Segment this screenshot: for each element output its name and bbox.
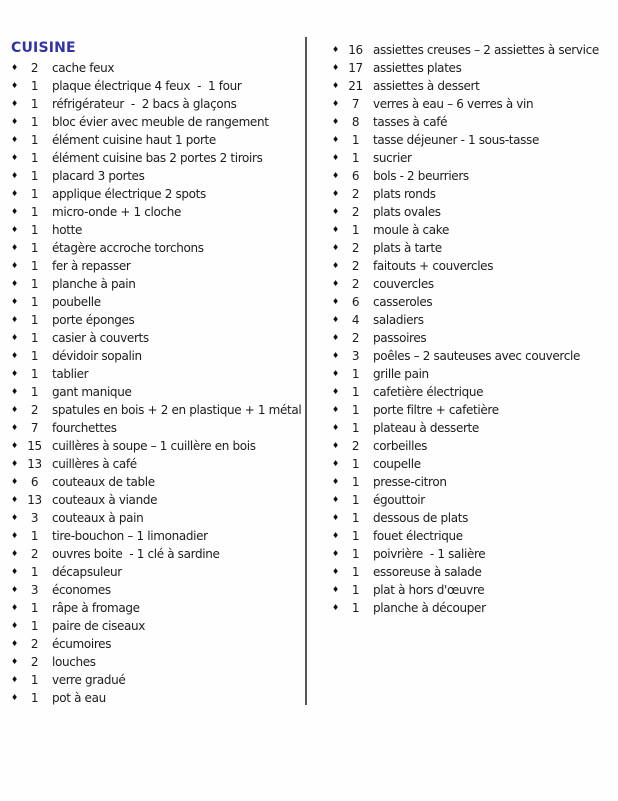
list-item xyxy=(332,365,616,383)
item-label: tasse déjeuner - 1 sous-tasse xyxy=(373,133,539,147)
item-label: coupelle xyxy=(373,457,421,471)
item-quantity: 2 xyxy=(351,259,360,273)
item-label: porte filtre + cafetière xyxy=(373,403,499,417)
list-item xyxy=(11,239,303,257)
list-item xyxy=(332,77,616,95)
bullet-icon: ♦ xyxy=(332,297,339,306)
bullet-icon: ♦ xyxy=(332,99,339,108)
bullet-icon: ♦ xyxy=(11,387,18,396)
list-item xyxy=(332,131,616,149)
item-quantity: 1 xyxy=(30,97,39,111)
bullet-icon: ♦ xyxy=(332,189,339,198)
item-label: sucrier xyxy=(373,151,412,165)
item-quantity: 1 xyxy=(30,385,39,399)
bullet-icon: ♦ xyxy=(332,117,339,126)
list-item xyxy=(332,275,616,293)
item-label: poubelle xyxy=(52,295,101,309)
bullet-icon: ♦ xyxy=(332,153,339,162)
item-quantity: 2 xyxy=(351,277,360,291)
list-item xyxy=(11,509,303,527)
item-quantity: 1 xyxy=(351,385,360,399)
list-item xyxy=(332,239,616,257)
list-item xyxy=(332,455,616,473)
list-item xyxy=(332,113,616,131)
item-quantity: 1 xyxy=(351,475,360,489)
item-label: faitouts + couvercles xyxy=(373,259,494,273)
list-item xyxy=(332,383,616,401)
item-quantity: 2 xyxy=(30,637,39,651)
item-label: assiettes à dessert xyxy=(373,79,480,93)
page-title: CUISINE xyxy=(11,40,76,56)
item-quantity: 1 xyxy=(351,151,360,165)
inventory-list-left xyxy=(11,59,303,707)
bullet-icon: ♦ xyxy=(11,189,18,198)
bullet-icon: ♦ xyxy=(332,63,339,72)
bullet-icon: ♦ xyxy=(332,405,339,414)
item-label: passoires xyxy=(373,331,427,345)
bullet-icon: ♦ xyxy=(332,423,339,432)
item-label: égouttoir xyxy=(373,493,425,507)
item-quantity: 2 xyxy=(351,205,360,219)
item-quantity: 3 xyxy=(30,583,39,597)
item-quantity: 1 xyxy=(30,601,39,615)
item-label: plat à hors d'œuvre xyxy=(373,583,485,597)
bullet-icon: ♦ xyxy=(332,549,339,558)
bullet-icon: ♦ xyxy=(332,135,339,144)
list-item xyxy=(11,185,303,203)
item-label: couvercles xyxy=(373,277,434,291)
item-label: tire-bouchon – 1 limonadier xyxy=(52,529,208,543)
item-quantity: 13 xyxy=(27,493,42,507)
list-item xyxy=(11,671,303,689)
item-quantity: 2 xyxy=(351,187,360,201)
item-quantity: 1 xyxy=(30,277,39,291)
item-quantity: 1 xyxy=(30,187,39,201)
item-quantity: 13 xyxy=(27,457,42,471)
item-quantity: 3 xyxy=(30,511,39,525)
bullet-icon: ♦ xyxy=(11,207,18,216)
item-quantity: 6 xyxy=(351,295,360,309)
bullet-icon: ♦ xyxy=(332,45,339,54)
item-label: plaque électrique 4 feux - 1 four xyxy=(52,79,242,93)
item-label: moule à cake xyxy=(373,223,449,237)
list-item xyxy=(11,617,303,635)
bullet-icon: ♦ xyxy=(11,621,18,630)
item-label: spatules en bois + 2 en plastique + 1 métal xyxy=(52,403,302,417)
bullet-icon: ♦ xyxy=(332,387,339,396)
item-quantity: 1 xyxy=(30,565,39,579)
list-item xyxy=(11,437,303,455)
item-label: paire de ciseaux xyxy=(52,619,146,633)
bullet-icon: ♦ xyxy=(11,639,18,648)
item-label: placard 3 portes xyxy=(52,169,145,183)
item-label: saladiers xyxy=(373,313,424,327)
list-item xyxy=(332,203,616,221)
item-quantity: 1 xyxy=(30,259,39,273)
item-label: verres à eau – 6 verres à vin xyxy=(373,97,534,111)
item-quantity: 8 xyxy=(351,115,360,129)
bullet-icon: ♦ xyxy=(332,441,339,450)
list-item xyxy=(11,599,303,617)
item-quantity: 17 xyxy=(348,61,363,75)
item-quantity: 1 xyxy=(30,79,39,93)
item-label: bols - 2 beurriers xyxy=(373,169,469,183)
bullet-icon: ♦ xyxy=(332,279,339,288)
list-item xyxy=(11,257,303,275)
item-label: élément cuisine haut 1 porte xyxy=(52,133,216,147)
item-quantity: 1 xyxy=(30,115,39,129)
bullet-icon: ♦ xyxy=(11,531,18,540)
item-quantity: 1 xyxy=(351,601,360,615)
item-label: poivrière - 1 salière xyxy=(373,547,486,561)
item-quantity: 2 xyxy=(30,61,39,75)
list-item xyxy=(11,293,303,311)
item-label: dévidoir sopalin xyxy=(52,349,142,363)
item-quantity: 1 xyxy=(30,673,39,687)
item-label: presse-citron xyxy=(373,475,447,489)
list-item xyxy=(11,113,303,131)
item-quantity: 1 xyxy=(351,493,360,507)
item-label: louches xyxy=(52,655,96,669)
list-item xyxy=(11,419,303,437)
item-label: fourchettes xyxy=(52,421,117,435)
bullet-icon: ♦ xyxy=(332,513,339,522)
bullet-icon: ♦ xyxy=(11,351,18,360)
item-label: porte éponges xyxy=(52,313,135,327)
bullet-icon: ♦ xyxy=(11,459,18,468)
item-label: grille pain xyxy=(373,367,429,381)
bullet-icon: ♦ xyxy=(11,171,18,180)
item-label: casier à couverts xyxy=(52,331,149,345)
item-label: décapsuleur xyxy=(52,565,122,579)
bullet-icon: ♦ xyxy=(332,459,339,468)
item-label: couteaux à viande xyxy=(52,493,158,507)
item-quantity: 1 xyxy=(30,223,39,237)
list-item xyxy=(332,95,616,113)
bullet-icon: ♦ xyxy=(11,477,18,486)
item-label: couteaux de table xyxy=(52,475,155,489)
item-label: micro-onde + 1 cloche xyxy=(52,205,181,219)
list-item xyxy=(11,401,303,419)
bullet-icon: ♦ xyxy=(11,225,18,234)
bullet-icon: ♦ xyxy=(332,477,339,486)
list-item xyxy=(332,311,616,329)
bullet-icon: ♦ xyxy=(11,693,18,702)
item-quantity: 6 xyxy=(351,169,360,183)
item-quantity: 2 xyxy=(30,655,39,669)
bullet-icon: ♦ xyxy=(11,675,18,684)
item-label: réfrigérateur - 2 bacs à glaçons xyxy=(52,97,237,111)
list-item xyxy=(11,581,303,599)
item-label: couteaux à pain xyxy=(52,511,144,525)
item-label: cuillères à café xyxy=(52,457,137,471)
item-quantity: 1 xyxy=(30,151,39,165)
item-quantity: 1 xyxy=(351,547,360,561)
list-item xyxy=(332,329,616,347)
bullet-icon: ♦ xyxy=(11,81,18,90)
item-quantity: 1 xyxy=(351,223,360,237)
list-item xyxy=(332,401,616,419)
item-quantity: 1 xyxy=(351,565,360,579)
list-item xyxy=(11,491,303,509)
bullet-icon: ♦ xyxy=(11,405,18,414)
item-label: plats ronds xyxy=(373,187,436,201)
bullet-icon: ♦ xyxy=(11,585,18,594)
item-quantity: 1 xyxy=(30,691,39,705)
item-quantity: 1 xyxy=(30,205,39,219)
item-label: cafetière électrique xyxy=(373,385,484,399)
bullet-icon: ♦ xyxy=(332,333,339,342)
bullet-icon: ♦ xyxy=(11,441,18,450)
bullet-icon: ♦ xyxy=(332,495,339,504)
item-label: plateau à desserte xyxy=(373,421,479,435)
list-item xyxy=(332,185,616,203)
bullet-icon: ♦ xyxy=(11,243,18,252)
bullet-icon: ♦ xyxy=(332,315,339,324)
list-item xyxy=(11,635,303,653)
list-item xyxy=(11,275,303,293)
item-quantity: 1 xyxy=(351,421,360,435)
list-item xyxy=(332,563,616,581)
item-quantity: 1 xyxy=(351,133,360,147)
item-label: tablier xyxy=(52,367,89,381)
list-item xyxy=(11,221,303,239)
bullet-icon: ♦ xyxy=(11,603,18,612)
item-label: planche à découper xyxy=(373,601,486,615)
item-quantity: 1 xyxy=(30,133,39,147)
bullet-icon: ♦ xyxy=(11,99,18,108)
bullet-icon: ♦ xyxy=(332,603,339,612)
bullet-icon: ♦ xyxy=(332,261,339,270)
list-item xyxy=(11,131,303,149)
item-quantity: 15 xyxy=(27,439,42,453)
list-item xyxy=(332,167,616,185)
item-label: tasses à café xyxy=(373,115,448,129)
item-label: planche à pain xyxy=(52,277,136,291)
list-item xyxy=(332,581,616,599)
list-item xyxy=(332,59,616,77)
item-label: fer à repasser xyxy=(52,259,131,273)
bullet-icon: ♦ xyxy=(332,171,339,180)
bullet-icon: ♦ xyxy=(11,549,18,558)
bullet-icon: ♦ xyxy=(11,261,18,270)
item-quantity: 2 xyxy=(30,547,39,561)
item-label: dessous de plats xyxy=(373,511,468,525)
item-quantity: 4 xyxy=(351,313,360,327)
item-quantity: 2 xyxy=(351,331,360,345)
item-label: poêles – 2 sauteuses avec couvercle xyxy=(373,349,581,363)
list-item xyxy=(332,473,616,491)
item-quantity: 1 xyxy=(30,169,39,183)
list-item xyxy=(11,689,303,707)
bullet-icon: ♦ xyxy=(11,117,18,126)
list-item xyxy=(332,599,616,617)
item-quantity: 21 xyxy=(348,79,363,93)
bullet-icon: ♦ xyxy=(11,135,18,144)
item-quantity: 1 xyxy=(351,403,360,417)
item-label: ouvres boite - 1 clé à sardine xyxy=(52,547,220,561)
item-label: plats ovales xyxy=(373,205,441,219)
item-quantity: 1 xyxy=(30,295,39,309)
item-quantity: 1 xyxy=(30,331,39,345)
item-label: essoreuse à salade xyxy=(373,565,482,579)
bullet-icon: ♦ xyxy=(11,567,18,576)
item-label: cache feux xyxy=(52,61,115,75)
list-item xyxy=(11,95,303,113)
item-quantity: 7 xyxy=(30,421,39,435)
item-quantity: 3 xyxy=(351,349,360,363)
bullet-icon: ♦ xyxy=(11,63,18,72)
list-item xyxy=(11,563,303,581)
item-quantity: 2 xyxy=(351,241,360,255)
item-label: verre gradué xyxy=(52,673,126,687)
item-quantity: 7 xyxy=(351,97,360,111)
item-label: bloc évier avec meuble de rangement xyxy=(52,115,269,129)
item-label: fouet électrique xyxy=(373,529,463,543)
bullet-icon: ♦ xyxy=(11,369,18,378)
item-quantity: 2 xyxy=(351,439,360,453)
list-item xyxy=(11,347,303,365)
item-quantity: 1 xyxy=(351,511,360,525)
list-item xyxy=(332,41,616,59)
inventory-list-right xyxy=(332,41,616,617)
item-label: corbeilles xyxy=(373,439,428,453)
list-item xyxy=(11,77,303,95)
bullet-icon: ♦ xyxy=(11,423,18,432)
bullet-icon: ♦ xyxy=(332,225,339,234)
list-item xyxy=(11,383,303,401)
list-item xyxy=(11,59,303,77)
item-label: râpe à fromage xyxy=(52,601,140,615)
bullet-icon: ♦ xyxy=(11,279,18,288)
item-quantity: 1 xyxy=(30,529,39,543)
item-quantity: 1 xyxy=(30,313,39,327)
item-label: applique électrique 2 spots xyxy=(52,187,206,201)
bullet-icon: ♦ xyxy=(11,495,18,504)
list-item xyxy=(332,347,616,365)
list-item xyxy=(11,311,303,329)
item-label: élément cuisine bas 2 portes 2 tiroirs xyxy=(52,151,263,165)
item-quantity: 1 xyxy=(30,241,39,255)
item-label: hotte xyxy=(52,223,82,237)
bullet-icon: ♦ xyxy=(11,153,18,162)
item-quantity: 1 xyxy=(30,349,39,363)
item-label: étagère accroche torchons xyxy=(52,241,204,255)
item-label: casseroles xyxy=(373,295,433,309)
list-item xyxy=(11,527,303,545)
item-label: assiettes creuses – 2 assiettes à service xyxy=(373,43,599,57)
bullet-icon: ♦ xyxy=(11,315,18,324)
bullet-icon: ♦ xyxy=(11,333,18,342)
list-item xyxy=(11,167,303,185)
item-quantity: 2 xyxy=(30,403,39,417)
bullet-icon: ♦ xyxy=(332,531,339,540)
item-quantity: 1 xyxy=(30,619,39,633)
bullet-icon: ♦ xyxy=(332,81,339,90)
list-item xyxy=(332,491,616,509)
column-divider xyxy=(305,37,307,705)
bullet-icon: ♦ xyxy=(332,585,339,594)
list-item xyxy=(11,365,303,383)
bullet-icon: ♦ xyxy=(11,297,18,306)
list-item xyxy=(332,293,616,311)
item-label: plats à tarte xyxy=(373,241,442,255)
item-quantity: 1 xyxy=(351,367,360,381)
bullet-icon: ♦ xyxy=(332,351,339,360)
item-label: assiettes plates xyxy=(373,61,462,75)
bullet-icon: ♦ xyxy=(332,243,339,252)
list-item xyxy=(11,473,303,491)
list-item xyxy=(11,329,303,347)
item-label: écumoires xyxy=(52,637,112,651)
item-quantity: 1 xyxy=(30,367,39,381)
list-item xyxy=(11,653,303,671)
bullet-icon: ♦ xyxy=(332,207,339,216)
list-item xyxy=(332,437,616,455)
list-item xyxy=(332,509,616,527)
list-item xyxy=(11,545,303,563)
item-quantity: 16 xyxy=(348,43,363,57)
bullet-icon: ♦ xyxy=(11,657,18,666)
list-item xyxy=(332,545,616,563)
item-quantity: 1 xyxy=(351,583,360,597)
item-quantity: 1 xyxy=(351,457,360,471)
item-label: pot à eau xyxy=(52,691,106,705)
bullet-icon: ♦ xyxy=(332,369,339,378)
item-quantity: 6 xyxy=(30,475,39,489)
list-item xyxy=(11,203,303,221)
list-item xyxy=(332,527,616,545)
list-item xyxy=(332,419,616,437)
item-label: gant manique xyxy=(52,385,132,399)
list-item xyxy=(332,221,616,239)
item-quantity: 1 xyxy=(351,529,360,543)
list-item xyxy=(11,149,303,167)
bullet-icon: ♦ xyxy=(332,567,339,576)
item-label: cuillères à soupe – 1 cuillère en bois xyxy=(52,439,256,453)
bullet-icon: ♦ xyxy=(11,513,18,522)
list-item xyxy=(332,149,616,167)
list-item xyxy=(11,455,303,473)
list-item xyxy=(332,257,616,275)
item-label: économes xyxy=(52,583,111,597)
